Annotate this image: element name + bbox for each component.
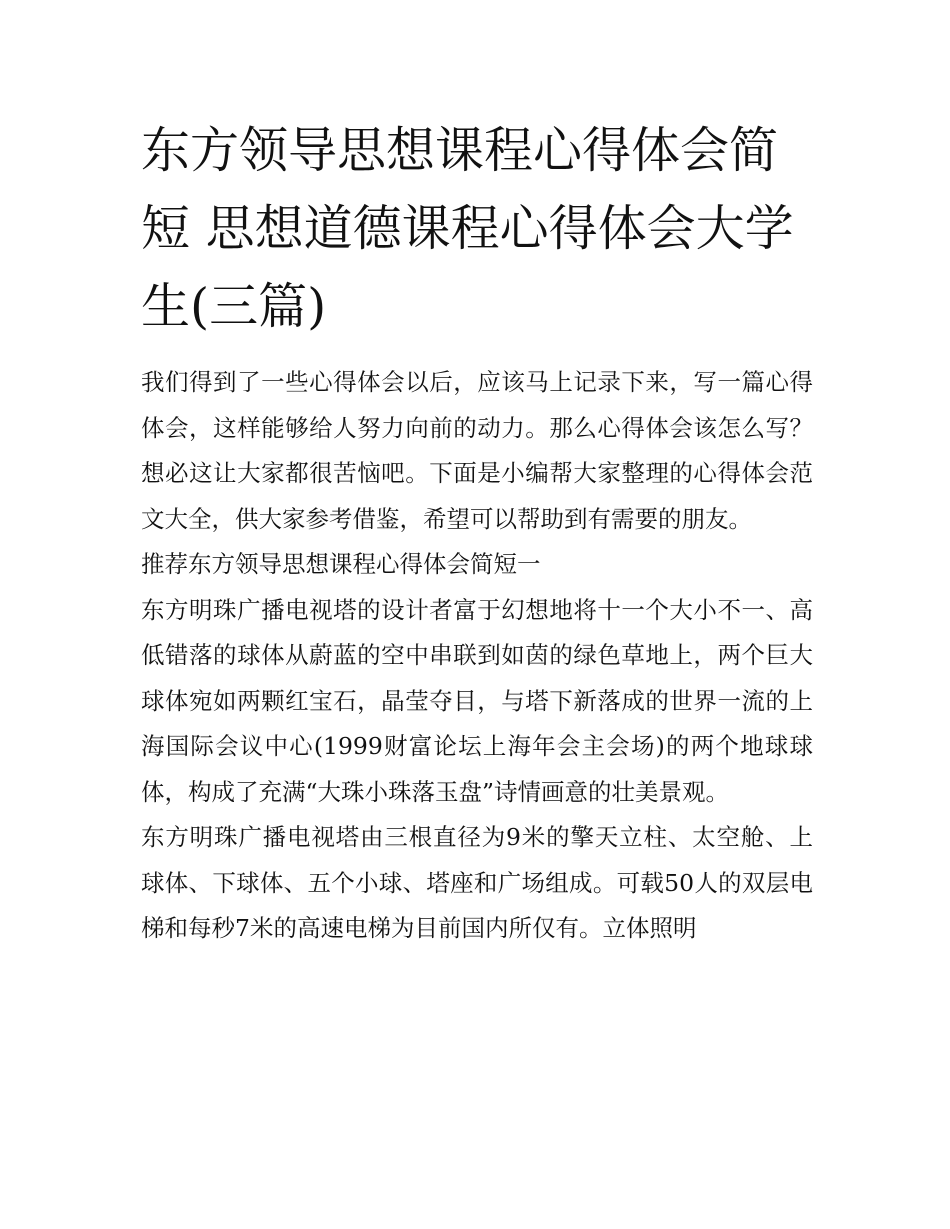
document-title: 东方领导思想课程心得体会简短 思想道德课程心得体会大学生(三篇) [141,122,794,335]
document-body [141,360,813,952]
intro-paragraph: 我们得到了一些心得体会以后，应该马上记录下来，写一篇心得体会，这样能够给人努力向前的动力。那么心得体会该怎么写？想必这让大家都很苦恼吧。下面是小编帮大家整理的心得体会范文大全，供大家参考借鉴，希望可以帮助到有需要的朋友。 [141,368,813,533]
body-paragraph: 东方明珠广播电视塔的设计者富于幻想地将十一个大小不一、高低错落的球体从蔚蓝的空中串联到如茵的绿色草地上，两个巨大球体宛如两颗红宝石，晶莹夺目，与塔下新落成的世界一流的上海国际会议中心(1999财富论坛上海年会主会场)的两个地球球体，构成了充满“大珠小珠落玉盘”诗情画意的壮美景观。 [141,595,813,806]
document-page [141,112,813,952]
body-paragraph: 东方明珠广播电视塔由三根直径为9米的擎天立柱、太空舱、上球体、下球体、五个小球、塔座和广场组成。可载50人的双层电梯和每秒7米的高速电梯为目前国内所仅有。立体照明 [141,823,813,942]
section-heading: 推荐东方领导思想课程心得体会简短一 [141,550,541,578]
